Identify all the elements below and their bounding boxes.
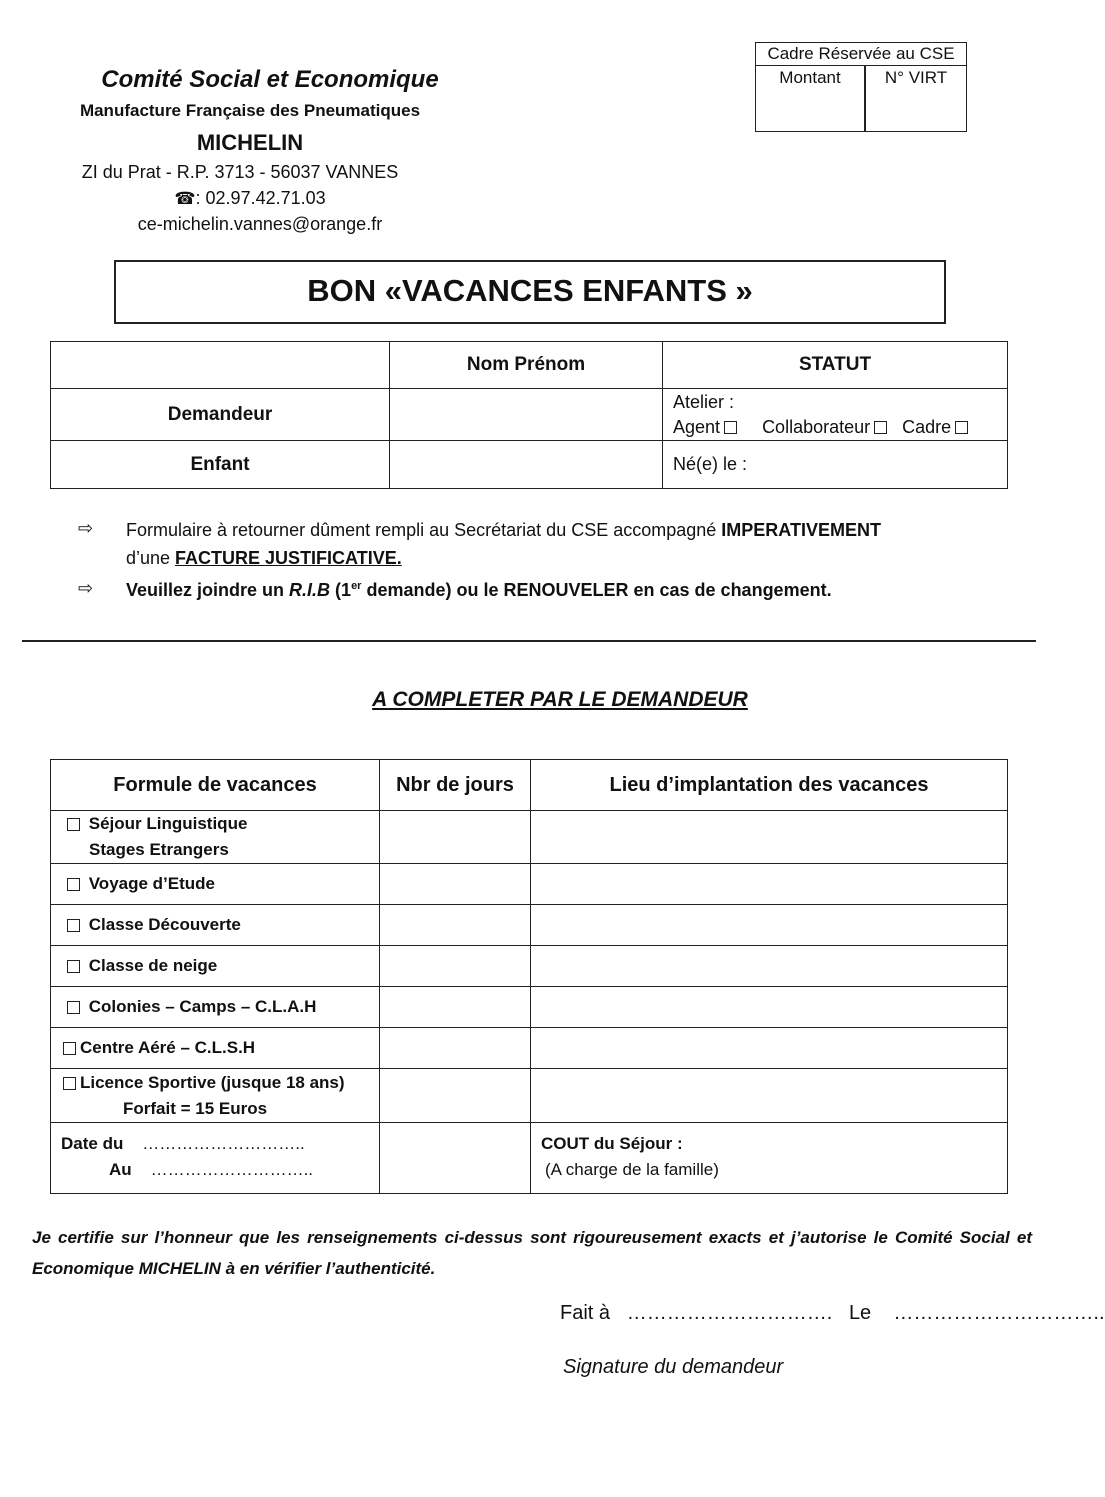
section-title: A COMPLETER PAR LE DEMANDEUR	[372, 688, 748, 711]
nbr-jours-field[interactable]	[380, 1123, 531, 1194]
collaborateur-checkbox[interactable]	[874, 421, 887, 434]
nbr-jours-field[interactable]	[380, 987, 531, 1028]
identity-table	[50, 341, 1008, 489]
status-options: Agent Collaborateur Cadre	[673, 415, 1007, 440]
formule-row: Séjour Linguistique Stages Etrangers	[51, 811, 380, 864]
lieu-field[interactable]	[531, 1028, 1008, 1069]
atelier-label: Atelier :	[673, 391, 735, 412]
nbr-jours-field[interactable]	[380, 811, 531, 864]
org-brand: MICHELIN	[196, 130, 304, 155]
formule-row: Classe Découverte	[51, 905, 380, 946]
lieu-field[interactable]	[531, 864, 1008, 905]
date-field[interactable]: …………………………..	[893, 1302, 1105, 1324]
enfant-name-field[interactable]	[390, 441, 663, 489]
signature-label: Signature du demandeur	[563, 1356, 784, 1378]
formule-row: Voyage d’Etude	[51, 864, 380, 905]
col-statut: STATUT	[663, 342, 1008, 389]
cse-box-montant: Montant	[779, 68, 841, 87]
instruction-line2: d’une FACTURE JUSTIFICATIVE.	[126, 548, 402, 568]
cout-cell[interactable]: COUT du Séjour : (A charge de la famille)	[531, 1123, 1008, 1194]
instruction-line3: Veuillez joindre un R.I.B (1er demande) ou le RENOUVELER en cas de changement.	[126, 580, 832, 600]
org-name: Comité Social et Economique	[101, 66, 439, 93]
row-enfant-label: Enfant	[51, 441, 390, 489]
arrow-icon: ⇨	[78, 518, 94, 538]
cse-reserved-box	[755, 42, 967, 132]
nbr-jours-field[interactable]	[380, 905, 531, 946]
org-subtitle: Manufacture Française des Pneumatiques	[79, 101, 421, 120]
arrow-icon: ⇨	[78, 578, 94, 598]
formule-row: Licence Sportive (jusque 18 ans) Forfait = 15 Euros	[51, 1069, 380, 1123]
formule-row: Colonies – Camps – C.L.A.H	[51, 987, 380, 1028]
formule-row: Classe de neige	[51, 946, 380, 987]
demandeur-status-cell	[663, 389, 1008, 441]
lieu-field[interactable]	[531, 905, 1008, 946]
header-formule: Formule de vacances	[51, 760, 380, 811]
voyage-etude-checkbox[interactable]	[67, 878, 80, 891]
fait-a-field[interactable]: ………………………….	[626, 1302, 833, 1324]
org-address: ZI du Prat - R.P. 3713 - 56037 VANNES	[81, 162, 399, 182]
page-title: BON «VACANCES ENFANTS »	[114, 260, 946, 324]
nbr-jours-field[interactable]	[380, 1028, 531, 1069]
licence-sportive-checkbox[interactable]	[63, 1077, 76, 1090]
org-phone: ☎: 02.97.42.71.03	[174, 188, 326, 208]
agent-checkbox[interactable]	[724, 421, 737, 434]
certification-text: Je certifie sur l’honneur que les renseignements ci-dessus sont rigoureusement exacts et j’autorise le Comité Social et Economique MICHELIN à en vérifier l’authenticité.	[32, 1228, 1032, 1278]
header-lieu: Lieu d’implantation des vacances	[531, 760, 1008, 811]
classe-neige-checkbox[interactable]	[67, 960, 80, 973]
signature-line: Fait à …………………………. Le …………………………..	[560, 1302, 1105, 1324]
row-demandeur-label: Demandeur	[51, 389, 390, 441]
lieu-field[interactable]	[531, 1069, 1008, 1123]
cadre-checkbox[interactable]	[955, 421, 968, 434]
colonies-checkbox[interactable]	[67, 1001, 80, 1014]
sejour-linguistique-checkbox[interactable]	[67, 818, 80, 831]
phone-icon: ☎	[174, 189, 196, 208]
cse-box-title: Cadre Réservée au CSE	[756, 43, 966, 66]
classe-decouverte-checkbox[interactable]	[67, 919, 80, 932]
centre-aere-checkbox[interactable]	[63, 1042, 76, 1055]
instruction-line1: Formulaire à retourner dûment rempli au Secrétariat du CSE accompagné IMPERATIVEMENT	[126, 520, 881, 540]
nbr-jours-field[interactable]	[380, 946, 531, 987]
nbr-jours-field[interactable]	[380, 864, 531, 905]
date-cell[interactable]: Date du ……………………….. Au ………………………..	[51, 1123, 380, 1194]
org-email: ce-michelin.vannes@orange.fr	[137, 214, 383, 234]
demandeur-name-field[interactable]	[390, 389, 663, 441]
separator-line	[22, 640, 1036, 642]
lieu-field[interactable]	[531, 946, 1008, 987]
col-nom-prenom: Nom Prénom	[390, 342, 663, 389]
cse-box-nvirt: N° VIRT	[884, 68, 948, 87]
vacation-table	[50, 759, 1008, 1194]
nbr-jours-field[interactable]	[380, 1069, 531, 1123]
enfant-birth-cell[interactable]: Né(e) le :	[663, 441, 1008, 489]
lieu-field[interactable]	[531, 811, 1008, 864]
lieu-field[interactable]	[531, 987, 1008, 1028]
header-nbr-jours: Nbr de jours	[380, 760, 531, 811]
formule-row: Centre Aéré – C.L.S.H	[51, 1028, 380, 1069]
